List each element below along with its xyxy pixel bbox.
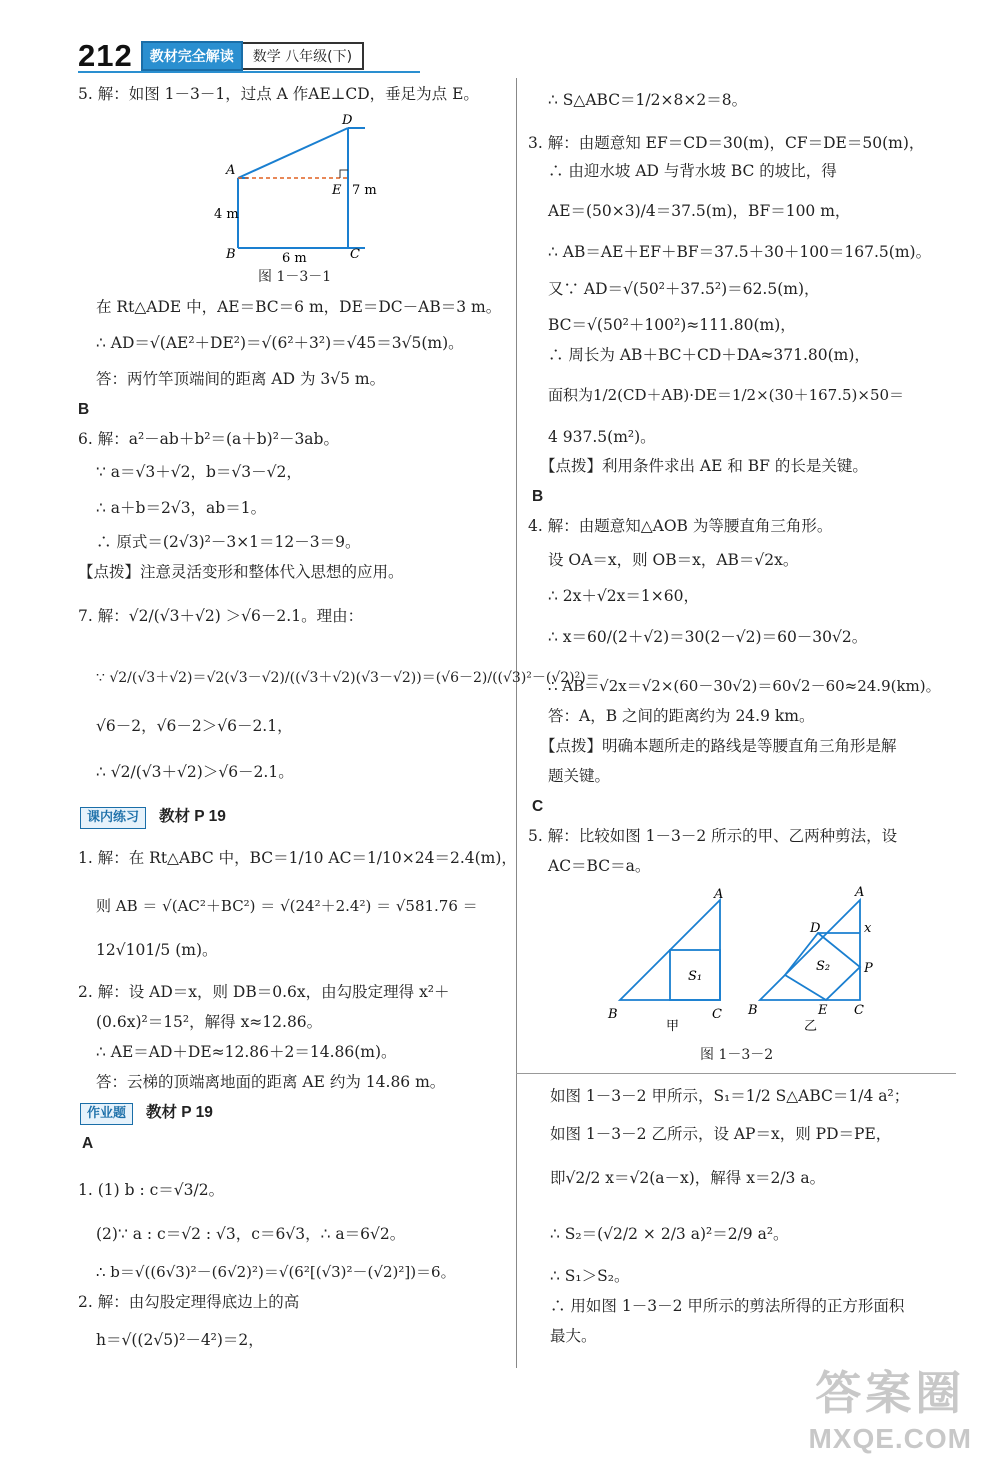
section-homework-tag: 作业题 — [80, 1103, 133, 1125]
section-classwork-tag: 课内练习 — [80, 807, 146, 829]
fig2-s1: S₁ — [688, 969, 703, 984]
fig2-jia-b: B — [608, 1007, 618, 1022]
r4-line3: ∴ 2x＋√2x＝1×60， — [548, 587, 699, 605]
r4-line2: 设 OA＝x，则 OB＝x，AB＝√2x。 — [548, 551, 799, 569]
section-classwork-ref: 教材 P 19 — [158, 808, 226, 825]
triangle-yi — [760, 900, 860, 1000]
r4-line1: 4. 解：由题意知△AOB 为等腰直角三角形。 — [528, 517, 833, 535]
answer-b-2: B — [532, 488, 544, 505]
fig2-yi-x: x — [864, 921, 872, 936]
fig2-yi-e: E — [818, 1003, 828, 1018]
answer-c-1: C — [532, 798, 544, 815]
r5-line8: ∴ 用如图 1－3－2 甲所示的剪法所得的正方形面积 — [550, 1297, 905, 1315]
r5-line7: ∴ S₁＞S₂。 — [550, 1267, 630, 1285]
r5-line4: 如图 1－3－2 乙所示，设 AP＝x，则 PD＝PE， — [550, 1125, 892, 1143]
fig1-label-c: C — [350, 247, 360, 262]
r3-line8: 面积为1/2(CD＋AB)·DE＝1/2×(30＋167.5)×50＝ — [548, 386, 905, 404]
p5-line3: 答：两竹竿顶端间的距离 AD 为 3√5 m。 — [96, 370, 386, 388]
fig1-label-7m: 7 m — [352, 183, 377, 198]
r3-line7: ∴ 周长为 AB＋BC＋CD＋DA≈371.80(m)， — [548, 346, 870, 364]
q2-line3: ∴ AE＝AD＋DE≈12.86＋2＝14.86(m)。 — [96, 1043, 397, 1061]
q2-line2: (0.6x)²＝15²，解得 x≈12.86。 — [96, 1013, 323, 1031]
fig2-yi-c: C — [854, 1003, 864, 1018]
p6-line2: ∵ a＝√3＋√2，b＝√3－√2， — [96, 463, 302, 481]
p7-line3: √6－2，√6－2＞√6－2.1， — [96, 717, 293, 735]
column-divider — [516, 78, 517, 1368]
fig2-yi-p: P — [864, 961, 873, 976]
figure-1-3-1 — [210, 108, 390, 268]
r5-line1: 5. 解：比较如图 1－3－2 所示的甲、乙两种剪法，设 — [528, 827, 898, 845]
section-homework — [80, 1102, 213, 1125]
fig2-yi-b: B — [748, 1003, 758, 1018]
q1-line3: 12√101/5 (m)。 — [96, 941, 218, 959]
r4-line4: ∴ x＝60/(2＋√2)＝30(2－√2)＝60－30√2。 — [548, 628, 868, 646]
page-header — [78, 38, 364, 73]
figure-1-3-2 — [600, 880, 900, 1040]
watermark-line2: MXQE.COM — [808, 1423, 972, 1454]
r5-line3: 如图 1－3－2 甲所示，S₁＝1/2 S△ABC＝1/4 a²； — [550, 1087, 910, 1105]
p6-line1: 6. 解：a²－ab＋b²＝(a＋b)²－3ab。 — [78, 430, 339, 448]
section-classwork — [80, 806, 226, 829]
r3-line4: ∴ AB＝AE＋EF＋BF＝37.5＋30＋100＝167.5(m)。 — [548, 243, 932, 261]
section-homework-ref: 教材 P 19 — [145, 1104, 213, 1121]
r5-line5: 即√2/2 x＝√2(a－x)，解得 x＝2/3 a。 — [550, 1169, 826, 1187]
h2-line1: 2. 解：由勾股定理得底边上的高 — [78, 1293, 300, 1311]
h1-line3: ∴ b＝√((6√3)²－(6√2)²)＝√(6²[(√3)²－(√2)²])＝6。 — [96, 1263, 456, 1281]
fig2-jia-c: C — [712, 1007, 722, 1022]
r4-tip1: 【点拨】明确本题所走的路线是等腰直角三角形是解 — [540, 737, 897, 755]
answer-b-1: B — [78, 401, 90, 418]
h2-line2: h＝√((2√5)²－4²)＝2， — [96, 1331, 264, 1349]
q2-line1: 2. 解：设 AD＝x，则 DB＝0.6x，由勾股定理得 x²＋ — [78, 983, 450, 1001]
p6-line4: ∴ 原式＝(2√3)²－3×1＝12－3＝9。 — [96, 533, 361, 551]
q2-line4: 答：云梯的顶端离地面的距离 AE 约为 14.86 m。 — [96, 1073, 446, 1091]
r3-line1: 3. 解：由题意知 EF＝CD＝30(m)，CF＝DE＝50(m)， — [528, 134, 925, 152]
fig1-label-d: D — [342, 113, 353, 128]
r4-line6: 答：A，B 之间的距离约为 24.9 km。 — [548, 707, 815, 725]
fig2-yi-d: D — [810, 921, 821, 936]
p7-line2: ∵ √2/(√3＋√2)＝√2(√3－√2)/((√3＋√2)(√3－√2))＝(√6－2)/((√3)²－(√2)²)＝ — [96, 670, 600, 686]
fig1-label-b: B — [226, 247, 236, 262]
fig1-label-e: E — [332, 183, 342, 198]
subject-label: 数学 八年级(下) — [243, 42, 364, 70]
answer-a-1: A — [82, 1135, 94, 1152]
p5-head: 5. 解：如图 1－3－1，过点 A 作AE⊥CD，垂足为点 E。 — [78, 85, 479, 103]
q1-line1: 1. 解：在 Rt△ABC 中，BC＝1/10 AC＝1/10×24＝2.4(m)， — [78, 849, 517, 867]
watermark — [808, 1357, 972, 1455]
p5-line1: 在 Rt△ADE 中，AE＝BC＝6 m，DE＝DC－AB＝3 m。 — [96, 298, 502, 316]
r3-line9: 4 937.5(m²)。 — [548, 428, 656, 446]
r3-line5: 又∵ AD＝√(50²＋37.5²)＝62.5(m)， — [548, 280, 820, 298]
h1-line2: (2)∵ a : c＝√2 : √3，c＝6√3，∴ a＝6√2。 — [96, 1225, 406, 1243]
fig1-label-a: A — [226, 163, 236, 178]
r3-tip: 【点拨】利用条件求出 AE 和 BF 的长是关键。 — [540, 457, 868, 475]
r4-tip2: 题关键。 — [548, 767, 611, 785]
header-rule — [78, 71, 420, 73]
p7-line4: ∴ √2/(√3＋√2)＞√6－2.1。 — [96, 763, 294, 781]
fig1-label-4m: 4 m — [214, 207, 239, 222]
page-number: 212 — [78, 38, 133, 73]
r5-line9: 最大。 — [550, 1327, 597, 1345]
book-tag: 教材完全解读 — [141, 41, 243, 71]
fig1-caption: 图 1－3－1 — [258, 269, 332, 285]
r5-line2: AC＝BC＝a。 — [548, 857, 651, 875]
fig2-yi-label: 乙 — [804, 1019, 818, 1034]
fig1-label-6m: 6 m — [282, 251, 307, 266]
p6-line3: ∴ a＋b＝2√3，ab＝1。 — [96, 499, 267, 517]
q1-line2: 则 AB ＝ √(AC²＋BC²) ＝ √(24²＋2.4²) ＝ √581.76 ＝ — [96, 897, 478, 915]
segment-ad — [238, 128, 348, 178]
h1-line1: 1. (1) b : c＝√3/2。 — [78, 1181, 225, 1199]
p6-tip: 【点拨】注意灵活变形和整体代入思想的应用。 — [78, 563, 404, 581]
watermark-line1: 答案圈 — [815, 1367, 966, 1419]
r5-line6: ∴ S₂＝(√2/2 × 2/3 a)²＝2/9 a²。 — [550, 1225, 789, 1243]
fig2-caption: 图 1－3－2 — [700, 1047, 774, 1063]
r3-line6: BC＝√(50²＋100²)≈111.80(m)， — [548, 316, 796, 334]
r3-line2: ∴ 由迎水坡 AD 与背水坡 BC 的坡比，得 — [548, 162, 837, 180]
fig2-jia-a: A — [714, 887, 724, 902]
fig2-yi-a: A — [855, 885, 865, 900]
r4-line5: ∴ AB＝√2x＝√2×(60－30√2)＝60√2－60≈24.9(km)。 — [548, 677, 941, 695]
fig2-jia-label: 甲 — [666, 1019, 680, 1034]
r0-line: ∴ S△ABC＝1/2×8×2＝8。 — [548, 91, 748, 109]
r3-line3: AE＝(50×3)/4＝37.5(m)，BF＝100 m， — [548, 202, 851, 220]
fig2-s2: S₂ — [816, 959, 831, 974]
p5-line2: ∴ AD＝√(AE²＋DE²)＝√(6²＋3²)＝√45＝3√5(m)。 — [96, 334, 464, 352]
figure-rule — [516, 1073, 956, 1074]
p7-line1: 7. 解：√2/(√3＋√2) ＞√6－2.1。理由： — [78, 607, 364, 625]
